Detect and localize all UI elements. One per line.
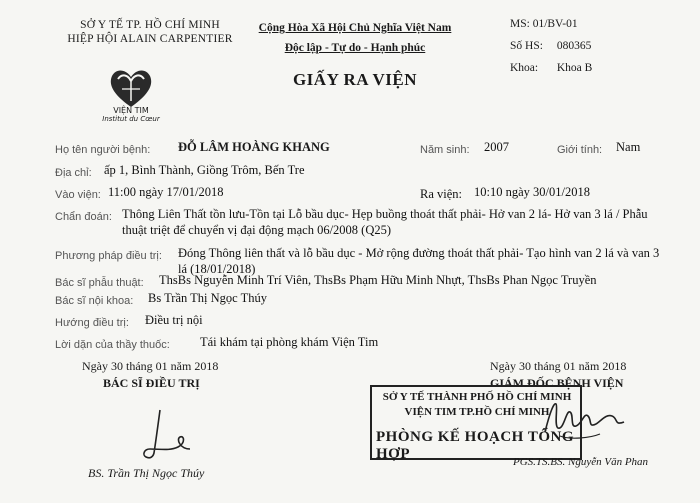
logo-subtext: Institut du Cœur [102, 115, 160, 123]
surgeons-label: Bác sĩ phẫu thuật: [55, 277, 144, 289]
admission-label: Vào viện: [55, 189, 101, 201]
birth-year-label: Năm sinh: [420, 144, 470, 156]
motto: Độc lập - Tự do - Hạnh phúc [284, 42, 426, 54]
record-number-row [510, 40, 591, 52]
right-signature-scribble [540, 392, 630, 452]
advice-label: Lời dặn của thầy thuốc: [55, 339, 170, 351]
document-title: GIẤY RA VIỆN [292, 70, 418, 89]
right-signature-title: GIÁM ĐỐC BỆNH VIỆN [490, 376, 624, 390]
department-row [510, 62, 592, 74]
internist-label: Bác sĩ nội khoa: [55, 295, 134, 307]
address-label: Địa chỉ: [55, 167, 92, 179]
left-signature-scribble [130, 405, 210, 463]
header-center [240, 18, 470, 58]
header-left [60, 18, 240, 46]
gender-value: Nam [616, 140, 641, 154]
direction-value: Điều trị nội [145, 313, 203, 327]
stamp-line-2: VIỆN TIM TP.HỒ CHÍ MINH [404, 406, 550, 418]
form-code: MS: 01/BV-01 [510, 18, 578, 30]
diagnosis-line-2: thuật triệt để chuyển vị đại động mạch 06/2008 (Q25) [122, 223, 392, 237]
discharge-value: 10:10 ngày 30/01/2018 [474, 185, 590, 199]
patient-name-label: Họ tên người bệnh: [55, 144, 151, 156]
right-signer-name: PGS.TS.BS. Nguyễn Văn Phan [513, 456, 649, 468]
record-number-label: Số HS: [510, 40, 543, 52]
record-number-value: 080365 [556, 40, 592, 52]
stamp-line-1: SỞ Y TẾ THÀNH PHỐ HỒ CHÍ MINH [382, 391, 572, 403]
association-name: HIỆP HỘI ALAIN CARPENTIER [67, 33, 233, 45]
birth-year-value: 2007 [484, 140, 509, 154]
discharge-label: Ra viện: [420, 187, 463, 201]
gender-label: Giới tính: [557, 144, 603, 156]
diagnosis-line-1: Thông Liên Thất tồn lưu-Tồn tại Lỗ bầu dục- Hẹp buồng thoát thất phải- Hở van 2 lá- Hở van 3 lá / Phẫu [122, 207, 648, 221]
diagnosis-label: Chẩn đoán: [55, 211, 112, 223]
advice-value: Tái khám tại phòng khám Viện Tim [200, 335, 379, 349]
left-signature-title: BÁC SĨ ĐIỀU TRỊ [103, 376, 200, 390]
left-signature-date: Ngày 30 tháng 01 năm 2018 [82, 359, 219, 373]
treatment-line-2: lá (18/01/2018) [178, 262, 256, 276]
department-label: Khoa: [510, 62, 539, 74]
dept-name: SỞ Y TẾ TP. HỒ CHÍ MINH [80, 19, 220, 31]
country-name: Cộng Hòa Xã Hội Chủ Nghĩa Việt Nam [258, 22, 452, 34]
treatment-label: Phương pháp điều trị: [55, 250, 162, 262]
right-signature-date: Ngày 30 tháng 01 năm 2018 [490, 359, 627, 373]
direction-label: Hướng điều trị: [55, 317, 129, 329]
internist-value: Bs Trần Thị Ngọc Thúy [148, 291, 268, 305]
treatment-line-1: Đóng Thông liên thất và lỗ bầu dục - Mở rộng đường thoát thất phải- Tạo hình van 2 lá và van 3 [178, 246, 660, 260]
stamp-line-3: PHÒNG KẾ HOẠCH TỔNG HỢP [376, 429, 574, 462]
left-signer-name: BS. Trần Thị Ngọc Thúy [88, 466, 205, 480]
surgeons-value: ThsBs Nguyễn Minh Trí Viên, ThsBs Phạm Hữu Minh Nhựt, ThsBs Phan Ngọc Truyền [159, 273, 597, 287]
logo-text: VIỆN TIM [113, 106, 149, 115]
admission-value: 11:00 ngày 17/01/2018 [108, 185, 224, 199]
department-value: Khoa B [556, 62, 593, 74]
patient-name-value: ĐỖ LÂM HOÀNG KHANG [178, 140, 330, 154]
address-value: ấp 1, Bình Thành, Giồng Trôm, Bến Tre [104, 163, 305, 177]
